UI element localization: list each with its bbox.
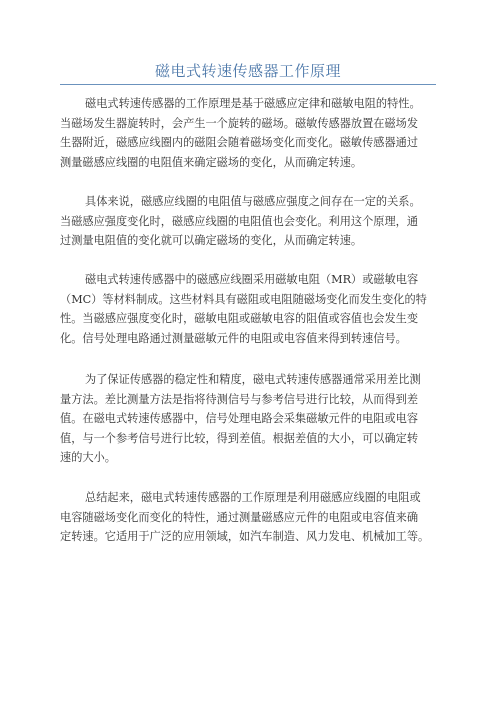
paragraph-line: 磁电式转速传感器的工作原理是基于磁感应定律和磁敏电阻的特性。 xyxy=(85,97,421,110)
paragraph-line: 当磁场发生器旋转时，会产生一个旋转的磁场。磁敏传感器放置在磁场发 xyxy=(60,116,419,130)
paragraph-5 xyxy=(60,488,440,547)
paragraph-line: 值，与一个参考信号进行比较，得到差值。根据差值的大小，可以确定转 xyxy=(60,431,419,445)
title-underline xyxy=(60,84,436,85)
paragraph-line: 电容随磁场变化而变化的特性，通过测量磁感应元件的电阻或电容值来确 xyxy=(60,510,419,524)
paragraph-line: 具体来说，磁感应线圈的电阻值与磁感应强度之间存在一定的关系。 xyxy=(85,195,421,208)
paragraph-line: 为了保证传感器的稳定性和精度，磁电式转速传感器通常采用差比测 xyxy=(85,373,421,386)
paragraph-line: 速的大小。 xyxy=(60,451,116,464)
paragraph-line: 测量磁感应线圈的电阻值来确定磁场的变化，从而确定转速。 xyxy=(60,155,363,169)
paragraph-line: 生器附近，磁感应线圈内的磁阻会随着磁场变化而变化。磁敏传感器通过 xyxy=(60,136,419,149)
paragraph-line: （MC）等材料制成。这些材料具有磁阻或电阻随磁场变化而发生变化的特 xyxy=(60,292,427,306)
document-title: 磁电式转速传感器工作原理 xyxy=(154,62,341,80)
paragraph-line: 化。信号处理电路通过测量磁敏元件的电阻或电容值来得到转速信号。 xyxy=(60,331,407,345)
paragraph-4 xyxy=(60,370,440,468)
paragraph-1 xyxy=(60,94,440,172)
paragraph-line: 过测量电阻值的变化就可以确定磁场的变化，从而确定转速。 xyxy=(60,234,363,247)
paragraph-line: 值。在磁电式转速传感器中，信号处理电路会采集磁敏元件的电阻或电容 xyxy=(60,412,419,425)
paragraph-3 xyxy=(60,270,440,348)
paragraph-line: 性。当磁感应强度变化时，磁敏电阻或磁敏电容的阻值或容值也会发生变 xyxy=(60,312,419,325)
paragraph-line: 磁电式转速传感器中的磁感应线圈采用磁敏电阻（MR）或磁敏电容 xyxy=(85,273,419,286)
paragraph-2 xyxy=(60,192,440,251)
paragraph-line: 量方法。差比测量方法是指将待测信号与参考信号进行比较，从而得到差 xyxy=(60,392,419,406)
paragraph-line: 总结起来，磁电式转速传感器的工作原理是利用磁感应线圈的电阻或 xyxy=(85,491,421,504)
paragraph-line: 当磁感应强度变化时，磁感应线圈的电阻值也会变化。利用这个原理，通 xyxy=(60,214,419,228)
paragraph-line: 定转速。它适用于广泛的应用领域，如汽车制造、风力发电、机械加工等。 xyxy=(60,530,430,543)
